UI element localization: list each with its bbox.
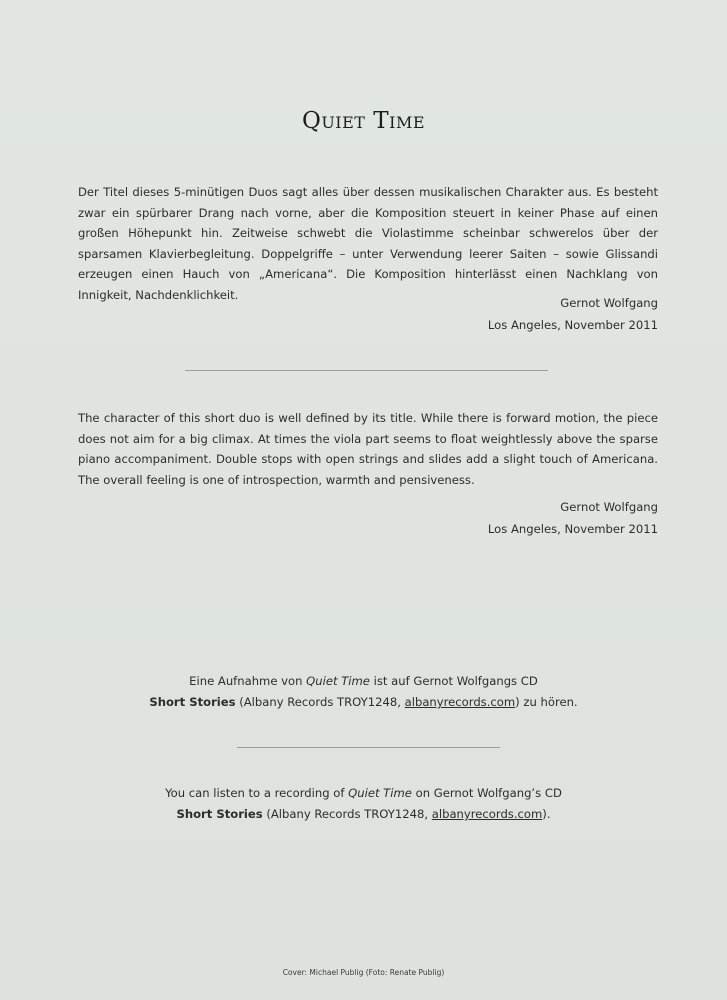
recording-de-cd-title: Short Stories <box>149 695 236 709</box>
english-signature <box>488 496 658 540</box>
german-author: Gernot Wolfgang <box>560 296 658 310</box>
divider-short <box>237 747 500 748</box>
recording-de-work: Quiet Time <box>306 674 370 688</box>
german-paragraph: Der Titel dieses 5-minütigen Duos sagt alles über dessen musikalischen Charakter aus. Es besteht zwar ein spürbarer Drang nach vorne, aber die Komposition steuert in keiner Phase auf einen großen Höhepunkt hin. Zeitweise schwebt die Violastimme scheinbar schwerelos über der sparsamen Klavierbegleitung. Doppelgriffe – unter Verwendung leerer Saiten – sowie Glissandi erzeugen einen Hauch von „Americana“. Die Komposition hinterlässt einen Nachklang von Innigkeit, Nachdenklichkeit. <box>78 185 658 302</box>
recording-en-middle: on Gernot Wolfgang’s CD <box>411 786 562 800</box>
recording-en-link[interactable]: albanyrecords.com <box>431 807 543 821</box>
recording-de-prefix: Eine Aufnahme von <box>189 674 307 688</box>
recording-de-suffix: ) zu hören. <box>515 695 578 709</box>
recording-note-german <box>0 671 727 713</box>
recording-de-middle: ist auf Gernot Wolfgangs CD <box>369 674 538 688</box>
recording-de-label: (Albany Records TROY1248, <box>235 695 405 709</box>
english-place-date: Los Angeles, November 2011 <box>487 522 658 536</box>
recording-en-label: (Albany Records TROY1248, <box>262 807 432 821</box>
recording-note-english <box>0 783 727 825</box>
page-title: Quiet Time <box>301 108 426 134</box>
recording-en-suffix: ). <box>542 807 551 821</box>
cover-credit: Cover: Michael Publig (Foto: Renate Publig) <box>282 968 445 977</box>
german-signature <box>488 292 658 336</box>
recording-en-work: Quiet Time <box>348 786 412 800</box>
recording-en-cd-title: Short Stories <box>176 807 263 821</box>
english-author: Gernot Wolfgang <box>560 500 658 514</box>
divider <box>185 370 548 371</box>
recording-en-prefix: You can listen to a recording of <box>165 786 349 800</box>
english-paragraph: The character of this short duo is well defined by its title. While there is forward motion, the piece does not aim for a big climax. At times the viola part seems to float weightlessly above the sparse piano accompaniment. Double stops with open strings and slides add a slight touch of Americana. The overall feeling is one of introspection, warmth and pensiveness. <box>78 411 658 487</box>
recording-de-link[interactable]: albanyrecords.com <box>404 695 516 709</box>
german-place-date: Los Angeles, November 2011 <box>487 318 658 332</box>
